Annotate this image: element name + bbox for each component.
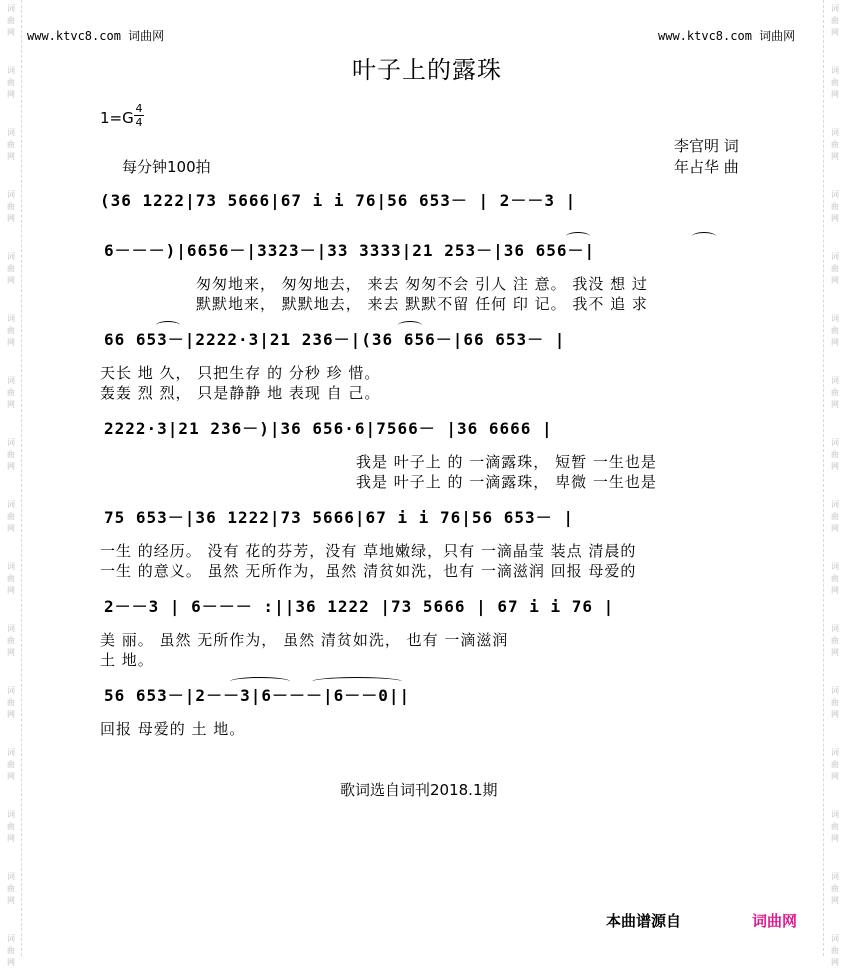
watermark-glyph: 曲 bbox=[7, 16, 15, 25]
watermark-glyph: 词 bbox=[7, 376, 15, 385]
watermark-glyph: 词 bbox=[7, 624, 15, 633]
watermark-glyph: 词 bbox=[7, 686, 15, 695]
watermark-glyph: 词 bbox=[7, 934, 15, 943]
watermark-glyph: 网 bbox=[7, 834, 15, 843]
watermark-glyph: 词 bbox=[831, 686, 839, 695]
watermark-glyph: 词 bbox=[7, 500, 15, 509]
watermark-glyph: 词 bbox=[7, 748, 15, 757]
watermark-glyph: 词 bbox=[831, 4, 839, 13]
watermark-glyph: 曲 bbox=[831, 16, 839, 25]
watermark-glyph: 网 bbox=[7, 276, 15, 285]
watermark-glyph: 曲 bbox=[7, 760, 15, 769]
watermark-glyph: 网 bbox=[831, 152, 839, 161]
watermark-glyph: 词 bbox=[831, 748, 839, 757]
watermark-glyph: 曲 bbox=[831, 946, 839, 955]
watermark-glyph: 词 bbox=[831, 872, 839, 881]
watermark-glyph: 曲 bbox=[831, 822, 839, 831]
watermark-glyph: 曲 bbox=[7, 450, 15, 459]
watermark-glyph: 词 bbox=[831, 66, 839, 75]
watermark-glyph: 网 bbox=[7, 710, 15, 719]
watermark-glyph: 曲 bbox=[7, 512, 15, 521]
watermark-glyph: 曲 bbox=[7, 822, 15, 831]
notation-line-2: 6－－－)|6656－|3323－|33 3333|21 253－|36 656－| bbox=[104, 241, 596, 260]
footer-brand-link[interactable]: 词曲网 bbox=[752, 912, 798, 930]
notation-line-5: 75 653－|36 1222|73 5666|67 i i 76|56 653－ | bbox=[104, 508, 574, 527]
watermark-glyph: 网 bbox=[831, 400, 839, 409]
watermark-glyph: 词 bbox=[7, 872, 15, 881]
watermark-glyph: 曲 bbox=[831, 698, 839, 707]
watermark-glyph: 网 bbox=[7, 214, 15, 223]
watermark-glyph: 网 bbox=[7, 958, 15, 967]
watermark-glyph: 曲 bbox=[831, 326, 839, 335]
watermark-glyph: 网 bbox=[7, 90, 15, 99]
watermark-glyph: 曲 bbox=[831, 884, 839, 893]
watermark-glyph: 曲 bbox=[831, 202, 839, 211]
watermark-glyph: 曲 bbox=[7, 326, 15, 335]
watermark-glyph: 网 bbox=[831, 772, 839, 781]
watermark-glyph: 词 bbox=[831, 934, 839, 943]
watermark-glyph: 网 bbox=[7, 524, 15, 533]
left-watermark-strip bbox=[0, 0, 22, 967]
time-signature-bottom: 4 bbox=[135, 116, 143, 129]
watermark-glyph: 曲 bbox=[7, 636, 15, 645]
watermark-glyph: 网 bbox=[7, 772, 15, 781]
lyricist-credit: 李官明 词 bbox=[674, 137, 739, 155]
watermark-glyph: 曲 bbox=[7, 884, 15, 893]
slur-mark bbox=[156, 321, 180, 330]
notation-line-6: 2－－3 | 6－－－ :||36 1222 |73 5666 | 67 i i 76 | bbox=[104, 597, 615, 616]
watermark-glyph: 曲 bbox=[831, 512, 839, 521]
footer-source-label: 本曲谱源自 bbox=[606, 912, 682, 930]
watermark-glyph: 曲 bbox=[7, 202, 15, 211]
watermark-glyph: 网 bbox=[831, 462, 839, 471]
watermark-glyph: 网 bbox=[831, 586, 839, 595]
slur-mark bbox=[566, 232, 590, 241]
watermark-glyph: 词 bbox=[831, 810, 839, 819]
watermark-glyph: 词 bbox=[7, 66, 15, 75]
time-signature bbox=[134, 103, 144, 128]
composer-credit: 年占华 曲 bbox=[674, 158, 739, 176]
site-link-right[interactable]: www.ktvc8.com 词曲网 bbox=[658, 29, 796, 43]
right-watermark-strip bbox=[823, 0, 845, 967]
watermark-glyph: 网 bbox=[7, 28, 15, 37]
watermark-glyph: 网 bbox=[831, 90, 839, 99]
watermark-glyph: 词 bbox=[831, 376, 839, 385]
lyric-line-3-verse-2: 轰轰 烈 烈， 只是静静 地 表现 自 己。 bbox=[100, 384, 381, 402]
watermark-glyph: 词 bbox=[7, 314, 15, 323]
watermark-glyph: 词 bbox=[831, 190, 839, 199]
watermark-glyph: 词 bbox=[831, 500, 839, 509]
watermark-glyph: 网 bbox=[831, 28, 839, 37]
watermark-glyph: 网 bbox=[831, 958, 839, 967]
watermark-glyph: 曲 bbox=[7, 140, 15, 149]
watermark-glyph: 曲 bbox=[7, 574, 15, 583]
notation-line-4: 2222·3|21 236－)|36 656·6|7566－ |36 6666 | bbox=[104, 419, 553, 438]
watermark-glyph: 词 bbox=[831, 562, 839, 571]
notation-line-1: (36 1222|73 5666|67 i i 76|56 653－ | 2－－3 | bbox=[100, 191, 577, 210]
watermark-glyph: 曲 bbox=[831, 574, 839, 583]
watermark-glyph: 词 bbox=[7, 4, 15, 13]
watermark-glyph: 网 bbox=[831, 276, 839, 285]
watermark-glyph: 词 bbox=[831, 438, 839, 447]
watermark-glyph: 曲 bbox=[7, 78, 15, 87]
lyric-line-5-verse-1: 一生 的经历。 没有 花的芬芳，没有 草地嫩绿，只有 一滴晶莹 装点 清晨的 bbox=[100, 542, 637, 560]
watermark-glyph: 曲 bbox=[831, 140, 839, 149]
watermark-glyph: 网 bbox=[831, 338, 839, 347]
watermark-glyph: 网 bbox=[7, 648, 15, 657]
watermark-glyph: 网 bbox=[7, 462, 15, 471]
watermark-glyph: 曲 bbox=[831, 450, 839, 459]
watermark-glyph: 曲 bbox=[7, 388, 15, 397]
watermark-glyph: 词 bbox=[7, 252, 15, 261]
watermark-glyph: 曲 bbox=[831, 264, 839, 273]
lyric-line-5-verse-2: 一生 的意义。 虽然 无所作为，虽然 清贫如洗，也有 一滴滋润 回报 母爱的 bbox=[100, 562, 637, 580]
lyric-line-7-verse-1: 回报 母爱的 土 地。 bbox=[100, 720, 246, 738]
watermark-glyph: 曲 bbox=[831, 78, 839, 87]
tempo-marking: 每分钟100拍 bbox=[122, 158, 211, 176]
lyric-line-4-verse-1: 我是 叶子上 的 一滴露珠， 短暂 一生也是 bbox=[356, 453, 657, 471]
watermark-glyph: 曲 bbox=[831, 760, 839, 769]
watermark-glyph: 曲 bbox=[7, 946, 15, 955]
watermark-glyph: 词 bbox=[7, 128, 15, 137]
watermark-glyph: 网 bbox=[7, 152, 15, 161]
key-signature: 1=G bbox=[100, 109, 134, 127]
notation-line-7: 56 653－|2－－3|6－－－|6－－0|| bbox=[104, 686, 411, 705]
watermark-glyph: 词 bbox=[831, 252, 839, 261]
lyric-line-2-verse-1: 匆匆地来， 匆匆地去， 来去 匆匆不会 引人 注 意。 我没 想 过 bbox=[196, 275, 648, 293]
watermark-glyph: 词 bbox=[7, 562, 15, 571]
watermark-glyph: 网 bbox=[831, 834, 839, 843]
site-link-left[interactable]: www.ktvc8.com 词曲网 bbox=[27, 29, 165, 43]
time-signature-top: 4 bbox=[135, 102, 143, 115]
notation-line-3: 66 653－|2222·3|21 236－|(36 656－|66 653－ | bbox=[104, 330, 566, 349]
slur-mark bbox=[398, 321, 422, 330]
watermark-glyph: 网 bbox=[831, 896, 839, 905]
lyric-line-6-verse-2: 土 地。 bbox=[100, 651, 154, 669]
slur-mark bbox=[692, 232, 716, 241]
watermark-glyph: 网 bbox=[831, 648, 839, 657]
watermark-glyph: 词 bbox=[831, 128, 839, 137]
watermark-glyph: 词 bbox=[7, 438, 15, 447]
watermark-glyph: 网 bbox=[7, 338, 15, 347]
watermark-glyph: 网 bbox=[831, 710, 839, 719]
watermark-glyph: 词 bbox=[7, 190, 15, 199]
lyric-line-3-verse-1: 天长 地 久， 只把生存 的 分秒 珍 惜。 bbox=[100, 364, 381, 382]
watermark-glyph: 曲 bbox=[7, 264, 15, 273]
lyric-line-6-verse-1: 美 丽。 虽然 无所作为， 虽然 清贫如洗， 也有 一滴滋润 bbox=[100, 631, 509, 649]
lyric-line-2-verse-2: 默默地来， 默默地去， 来去 默默不留 任何 印 记。 我不 追 求 bbox=[196, 295, 648, 313]
watermark-glyph: 词 bbox=[831, 624, 839, 633]
watermark-glyph: 网 bbox=[831, 524, 839, 533]
watermark-glyph: 网 bbox=[831, 214, 839, 223]
watermark-glyph: 网 bbox=[7, 586, 15, 595]
watermark-glyph: 网 bbox=[7, 896, 15, 905]
watermark-glyph: 网 bbox=[7, 400, 15, 409]
watermark-glyph: 曲 bbox=[831, 636, 839, 645]
watermark-glyph: 词 bbox=[831, 314, 839, 323]
source-note: 歌词选自词刊2018.1期 bbox=[340, 781, 498, 799]
watermark-glyph: 曲 bbox=[831, 388, 839, 397]
tie-mark bbox=[312, 677, 402, 686]
lyric-line-4-verse-2: 我是 叶子上 的 一滴露珠， 卑微 一生也是 bbox=[356, 473, 657, 491]
song-title: 叶子上的露珠 bbox=[352, 56, 502, 84]
tie-mark bbox=[230, 677, 290, 686]
watermark-glyph: 曲 bbox=[7, 698, 15, 707]
watermark-glyph: 词 bbox=[7, 810, 15, 819]
